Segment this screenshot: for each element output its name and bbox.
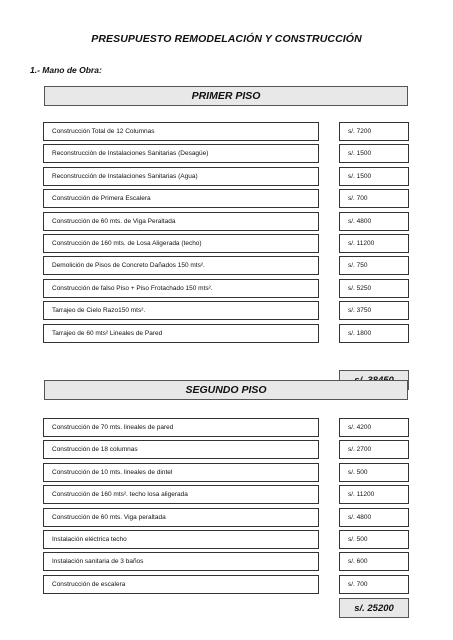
item-description: Reconstrucción de Instalaciones Sanitarias (Agua) (43, 167, 319, 186)
floor-total-segundo-piso: s/. 25200 (339, 598, 409, 618)
item-description: Construcción de 18 columnas (43, 440, 319, 459)
items-table-segundo-piso (43, 418, 409, 597)
item-amount: s/. 11200 (339, 485, 409, 504)
table-row (43, 324, 409, 346)
item-description: Construcción de 160 mts². techo losa aligerada (43, 485, 319, 504)
table-row (43, 508, 409, 530)
item-amount: s/. 750 (339, 256, 409, 275)
item-description: Tarrajeo de 60 mts² Lineales de Pared (43, 324, 319, 343)
item-description: Construcción de falso Piso + Piso Frotachado 150 mts². (43, 279, 319, 298)
section-label: 1.- Mano de Obra: (30, 65, 102, 75)
item-amount: s/. 11200 (339, 234, 409, 253)
table-row (43, 485, 409, 507)
table-row (43, 279, 409, 301)
item-amount: s/. 4800 (339, 212, 409, 231)
item-amount: s/. 3750 (339, 301, 409, 320)
item-amount: s/. 1500 (339, 144, 409, 163)
item-amount: s/. 700 (339, 575, 409, 594)
item-description: Instalación eléctrica techo (43, 530, 319, 549)
table-row (43, 552, 409, 574)
item-amount: s/. 2700 (339, 440, 409, 459)
item-description: Construcción de 160 mts. de Losa Aligerada (techo) (43, 234, 319, 253)
table-row (43, 234, 409, 256)
item-amount: s/. 4200 (339, 418, 409, 437)
item-amount: s/. 5250 (339, 279, 409, 298)
item-amount: s/. 500 (339, 530, 409, 549)
item-description: Construcción Total de 12 Columnas (43, 122, 319, 141)
item-amount: s/. 500 (339, 463, 409, 482)
table-row (43, 301, 409, 323)
item-amount: s/. 1800 (339, 324, 409, 343)
item-description: Tarrajeo de Cielo Razo150 mts². (43, 301, 319, 320)
item-description: Construcción de escalera (43, 575, 319, 594)
item-description: Reconstrucción de Instalaciones Sanitarias (Desagüe) (43, 144, 319, 163)
floor-header-primer-piso: PRIMER PISO (44, 86, 408, 106)
items-table-primer-piso (43, 122, 409, 346)
table-row (43, 189, 409, 211)
item-amount: s/. 7200 (339, 122, 409, 141)
table-row (43, 418, 409, 440)
item-description: Construcción de 70 mts. lineales de pared (43, 418, 319, 437)
table-row (43, 575, 409, 597)
item-description: Construcción de Primera Escalera (43, 189, 319, 208)
table-row (43, 122, 409, 144)
floor-header-segundo-piso: SEGUNDO PISO (44, 380, 408, 400)
item-description: Construcción de 60 mts. Viga peraltada (43, 508, 319, 527)
table-row (43, 440, 409, 462)
table-row (43, 212, 409, 234)
item-description: Demolición de Pisos de Concreto Dañados 150 mts². (43, 256, 319, 275)
document-title: PRESUPUESTO REMODELACIÓN Y CONSTRUCCIÓN (91, 33, 362, 45)
item-amount: s/. 700 (339, 189, 409, 208)
table-row (43, 530, 409, 552)
table-row (43, 463, 409, 485)
table-row (43, 144, 409, 166)
table-row (43, 167, 409, 189)
item-description: Construcción de 60 mts. de Viga Peraltada (43, 212, 319, 231)
item-description: Instalación sanitaria de 3 baños (43, 552, 319, 571)
table-row (43, 256, 409, 278)
item-amount: s/. 1500 (339, 167, 409, 186)
item-amount: s/. 600 (339, 552, 409, 571)
item-amount: s/. 4800 (339, 508, 409, 527)
item-description: Construcción de 10 mts. lineales de dintel (43, 463, 319, 482)
